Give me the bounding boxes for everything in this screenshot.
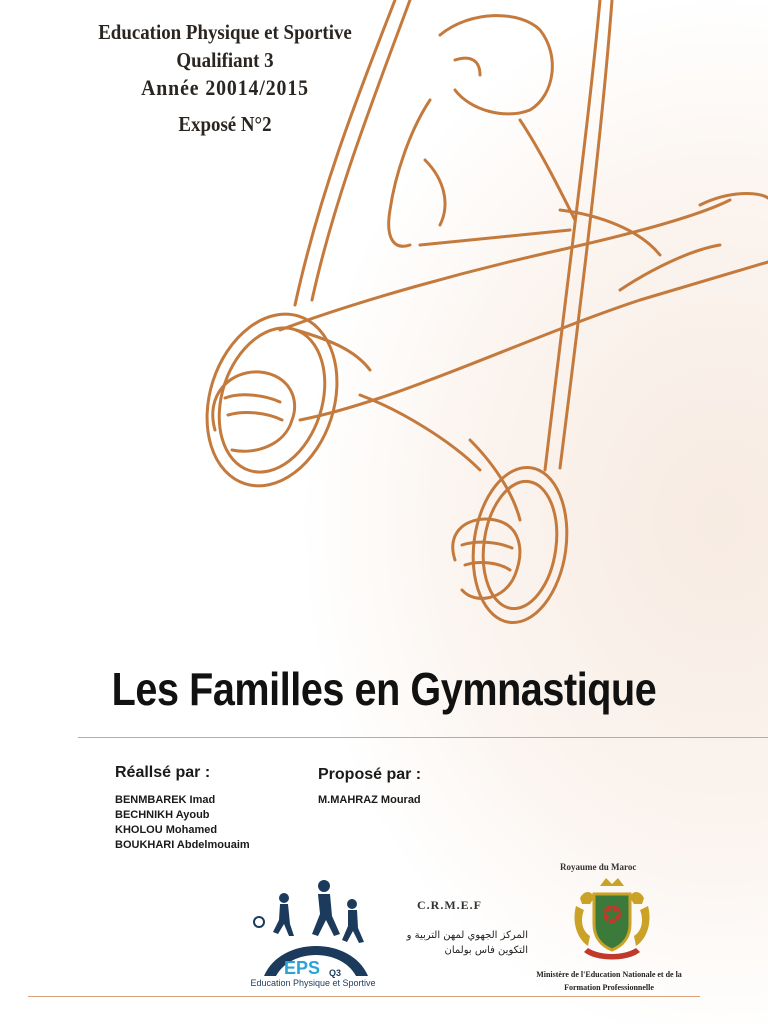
realise-label: Réallsé par : (115, 764, 211, 781)
student-names (115, 793, 250, 853)
document-title: Les Familles en Gymnastique (111, 663, 657, 715)
crmef-arabic-line: المركز الجهوي لمهن التربية و (406, 930, 528, 941)
ministry-line: Ministère de l'Education Nationale et de la (536, 970, 682, 979)
student-name: BENMBAREK Imad (115, 794, 216, 806)
eps-mark: EPS (284, 958, 321, 978)
student-name: BOUKHARI Abdelmouaim (115, 839, 250, 851)
course-header (86, 18, 365, 138)
course-level: Qualifiant 3 (176, 48, 274, 72)
school-year: Année 20014/2015 (141, 75, 309, 100)
coat-of-arms-emblem (566, 876, 658, 966)
crmef-label: C.R.M.E.F (417, 898, 482, 912)
footer-divider (28, 996, 700, 997)
eps-caption: Education Physique et Sportive (250, 978, 376, 988)
title-divider (78, 737, 768, 738)
crmef-arabic (368, 928, 528, 958)
ministry-line: Formation Professionnelle (564, 983, 654, 992)
crmef-arabic-line: التكوين فاس بولمان (444, 945, 528, 956)
eps-sub: Q3 (329, 968, 342, 978)
student-name: BECHNIKH Ayoub (115, 809, 210, 821)
course-name: Education Physique et Sportive (98, 20, 352, 44)
teacher-name: M.MAHRAZ Mourad (318, 794, 421, 806)
propose-label: Proposé par : (318, 766, 422, 783)
student-name: KHOLOU Mohamed (115, 824, 218, 836)
royaume-label: Royaume du Maroc (560, 862, 637, 872)
ministry-label (534, 968, 684, 994)
expose-number: Exposé N°2 (178, 112, 272, 136)
